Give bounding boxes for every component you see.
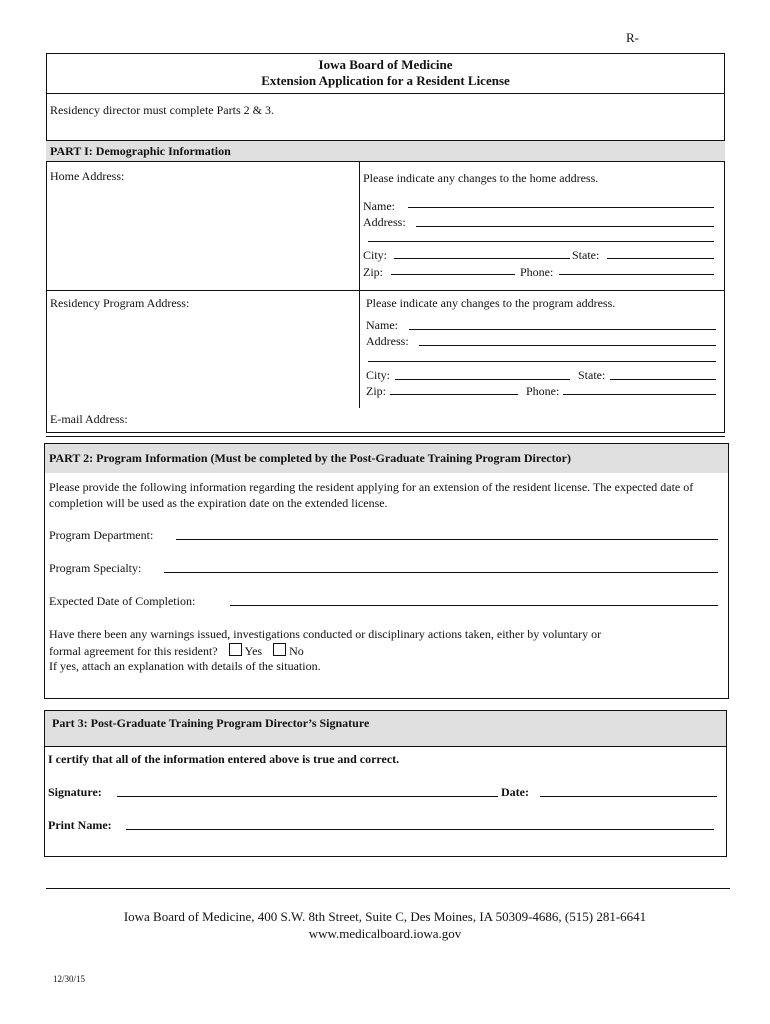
program-name-field[interactable] bbox=[409, 329, 716, 330]
home-state-label: State: bbox=[572, 248, 600, 262]
home-phone-field[interactable] bbox=[559, 274, 714, 275]
part2-description: Please provide the following information regarding the resident applying for an extension of the resident license. The expected date of completion will be used as the expiration date on the extended license. bbox=[49, 480, 694, 510]
yes-label: Yes bbox=[244, 644, 263, 658]
print-name-field[interactable] bbox=[126, 829, 714, 830]
program-changes-prompt: Please indicate any changes to the program address. bbox=[366, 296, 616, 310]
yes-checkbox[interactable] bbox=[229, 643, 242, 656]
home-address-field-label: Address: bbox=[363, 215, 406, 229]
part1-row-divider bbox=[46, 290, 725, 291]
specialty-field[interactable] bbox=[164, 572, 718, 573]
instructions-text: Residency director must complete Parts 2 & 3. bbox=[50, 103, 274, 117]
footer-address: Iowa Board of Medicine, 400 S.W. 8th Street, Suite C, Des Moines, IA 50309-4686, (515) 281-6641 bbox=[123, 909, 647, 924]
warnings-question: Have there been any warnings issued, investigations conducted or disciplinary actions taken, either by voluntary or bbox=[49, 627, 602, 641]
warnings-question-cont: formal agreement for this resident? bbox=[49, 644, 218, 658]
print-name-label: Print Name: bbox=[48, 818, 112, 832]
program-address-field[interactable] bbox=[419, 345, 716, 346]
completion-date-field[interactable] bbox=[230, 605, 718, 606]
part1-bottom-rule-2 bbox=[46, 436, 725, 437]
program-address-label: Residency Program Address: bbox=[50, 296, 190, 310]
date-field[interactable] bbox=[540, 796, 717, 797]
part3-heading bbox=[45, 711, 726, 747]
program-address-field-label: Address: bbox=[366, 334, 409, 348]
home-state-field[interactable] bbox=[607, 258, 714, 259]
specialty-label: Program Specialty: bbox=[49, 561, 142, 575]
part1-heading bbox=[46, 140, 725, 162]
home-city-field[interactable] bbox=[394, 258, 570, 259]
signature-field[interactable] bbox=[117, 796, 498, 797]
form-subtitle: Extension Application for a Resident License bbox=[261, 73, 510, 88]
home-zip-label: Zip: bbox=[363, 265, 383, 279]
part1-title: PART I: Demographic Information bbox=[50, 144, 231, 158]
warnings-question-line2 bbox=[49, 643, 304, 659]
program-address-field-line2[interactable] bbox=[368, 361, 716, 362]
part1-bottom-rule bbox=[46, 432, 725, 433]
home-address-field[interactable] bbox=[416, 226, 714, 227]
department-field[interactable] bbox=[176, 539, 718, 540]
program-city-field[interactable] bbox=[395, 379, 570, 380]
revision-date: 12/30/15 bbox=[53, 974, 86, 984]
form-title: Iowa Board of Medicine bbox=[318, 57, 453, 72]
program-name-label: Name: bbox=[366, 318, 398, 332]
part2-title: PART 2: Program Information (Must be completed by the Post-Graduate Training Program Director) bbox=[49, 451, 571, 465]
footer-rule bbox=[46, 888, 730, 889]
no-checkbox[interactable] bbox=[273, 643, 286, 656]
no-label: No bbox=[289, 644, 304, 658]
form-header bbox=[46, 53, 725, 94]
program-phone-label: Phone: bbox=[526, 384, 560, 398]
explanation-note: If yes, attach an explanation with details of the situation. bbox=[49, 659, 321, 673]
program-city-label: City: bbox=[366, 368, 391, 382]
home-name-label: Name: bbox=[363, 199, 395, 213]
home-address-field-line2[interactable] bbox=[368, 241, 714, 242]
home-address-label: Home Address: bbox=[50, 169, 125, 183]
footer-website: www.medicalboard.iowa.gov bbox=[308, 926, 462, 941]
certify-statement: I certify that all of the information entered above is true and correct. bbox=[48, 752, 400, 766]
program-state-field[interactable] bbox=[610, 379, 716, 380]
program-state-label: State: bbox=[578, 368, 606, 382]
department-label: Program Department: bbox=[49, 528, 154, 542]
home-name-field[interactable] bbox=[408, 207, 714, 208]
completion-label: Expected Date of Completion: bbox=[49, 594, 196, 608]
part2-heading bbox=[45, 444, 728, 473]
program-zip-field[interactable] bbox=[390, 394, 518, 395]
part3-title: Part 3: Post-Graduate Training Program Director’s Signature bbox=[52, 716, 370, 730]
date-label: Date: bbox=[501, 785, 529, 799]
form-code: R- bbox=[626, 30, 639, 45]
email-label: E-mail Address: bbox=[50, 412, 128, 426]
program-zip-label: Zip: bbox=[366, 384, 386, 398]
program-phone-field[interactable] bbox=[563, 394, 716, 395]
home-city-label: City: bbox=[363, 248, 388, 262]
column-divider bbox=[359, 162, 360, 408]
home-zip-field[interactable] bbox=[391, 274, 515, 275]
signature-label: Signature: bbox=[48, 785, 102, 799]
home-changes-prompt: Please indicate any changes to the home address. bbox=[363, 171, 599, 185]
home-phone-label: Phone: bbox=[520, 265, 554, 279]
